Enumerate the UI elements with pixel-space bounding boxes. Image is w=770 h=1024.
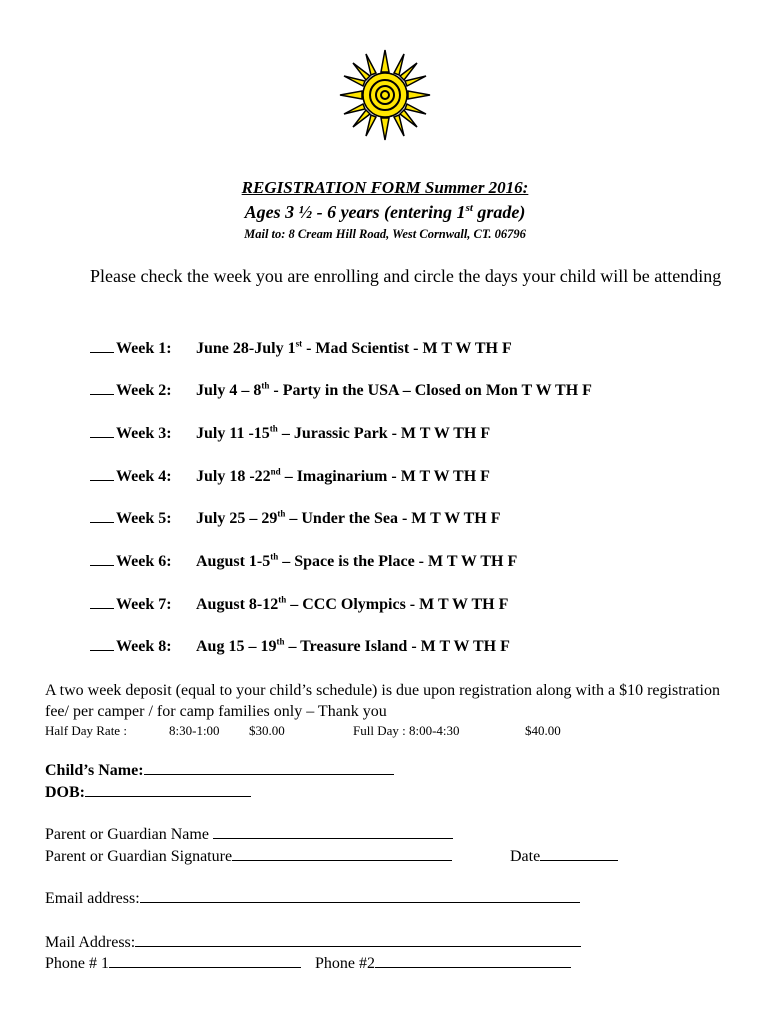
week-checkbox-blank[interactable] xyxy=(90,425,114,438)
week-label: Week 2: xyxy=(116,382,172,399)
week-label: Week 5: xyxy=(116,510,172,527)
mail-to-address: Mail to: 8 Cream Hill Road, West Cornwall, CT. 06796 xyxy=(244,227,526,241)
week-theme-days[interactable]: - Mad Scientist - M T W TH F xyxy=(302,340,512,357)
parent-name-field[interactable]: Parent or Guardian Name xyxy=(45,824,453,844)
phone1-field[interactable]: Phone # 1 xyxy=(45,953,301,973)
week-checkbox-blank[interactable] xyxy=(90,596,114,609)
week-theme-days[interactable]: – Treasure Island - M T W TH F xyxy=(284,638,510,655)
week-dates: July 25 – 29 xyxy=(196,510,278,527)
week-theme-days[interactable]: – Space is the Place - M T W TH F xyxy=(278,553,518,570)
week-date-suffix: th xyxy=(278,594,287,605)
week-label: Week 7: xyxy=(116,596,172,613)
week-row[interactable] xyxy=(90,382,592,400)
week-checkbox-blank[interactable] xyxy=(90,340,114,353)
week-dates: August 8-12 xyxy=(196,596,279,613)
week-theme-days[interactable]: – Under the Sea - M T W TH F xyxy=(285,510,501,527)
week-theme-days[interactable]: – CCC Olympics - M T W TH F xyxy=(286,596,509,613)
week-checkbox-blank[interactable] xyxy=(90,510,114,523)
age-range: Ages 3 ½ - 6 years (entering 1st grade) xyxy=(244,202,526,222)
week-date-suffix: nd xyxy=(270,466,281,477)
week-date-suffix: st xyxy=(295,338,303,349)
week-dates: August 1-5 xyxy=(196,553,271,570)
instructions: Please check the week you are enrolling and circle the days your child will be attending xyxy=(90,266,722,286)
week-label: Week 8: xyxy=(116,638,172,655)
week-dates: Aug 15 – 19 xyxy=(196,638,277,655)
week-row[interactable] xyxy=(90,468,490,486)
week-row[interactable] xyxy=(90,638,510,656)
phone2-field[interactable]: Phone #2 xyxy=(315,953,571,973)
date-field[interactable]: Date xyxy=(510,846,618,866)
week-date-suffix: th xyxy=(269,423,278,434)
half-day-price: $30.00 xyxy=(249,723,285,738)
week-date-suffix: th xyxy=(270,551,279,562)
deposit-note: A two week deposit (equal to your child’s schedule) is due upon registration along with a $10 registration fee/ per camper / for camp families only – Thank you xyxy=(45,682,720,720)
full-day-label: Full Day : 8:00-4:30 xyxy=(353,723,460,738)
week-row[interactable] xyxy=(90,596,508,614)
half-day-label: Half Day Rate : xyxy=(45,723,127,738)
full-day-price: $40.00 xyxy=(525,723,561,738)
week-dates: June 28-July 1 xyxy=(196,340,296,357)
week-checkbox-blank[interactable] xyxy=(90,382,114,395)
week-theme-days[interactable]: – Imaginarium - M T W TH F xyxy=(280,468,490,485)
week-label: Week 6: xyxy=(116,553,172,570)
sun-logo xyxy=(338,48,432,142)
week-checkbox-blank[interactable] xyxy=(90,553,114,566)
child-name-field[interactable]: Child’s Name: xyxy=(45,760,394,780)
week-dates: July 18 -22 xyxy=(196,468,271,485)
week-date-suffix: th xyxy=(277,508,286,519)
form-title: REGISTRATION FORM Summer 2016: xyxy=(241,178,529,197)
rates-line xyxy=(45,723,561,739)
week-row[interactable] xyxy=(90,425,490,443)
week-theme-days[interactable]: – Jurassic Park - M T W TH F xyxy=(277,425,491,442)
week-theme-days[interactable]: - Party in the USA – Closed on Mon T W TH F xyxy=(269,382,592,399)
week-row[interactable] xyxy=(90,340,512,358)
week-date-suffix: th xyxy=(261,380,270,391)
week-row[interactable] xyxy=(90,510,501,528)
mail-address-field[interactable]: Mail Address: xyxy=(45,932,581,952)
week-checkbox-blank[interactable] xyxy=(90,468,114,481)
week-checkbox-blank[interactable] xyxy=(90,638,114,651)
week-label: Week 4: xyxy=(116,468,172,485)
dob-field[interactable]: DOB: xyxy=(45,782,251,802)
week-label: Week 3: xyxy=(116,425,172,442)
week-label: Week 1: xyxy=(116,340,172,357)
parent-signature-field[interactable]: Parent or Guardian Signature xyxy=(45,846,452,866)
week-row[interactable] xyxy=(90,553,517,571)
week-dates: July 4 – 8 xyxy=(196,382,262,399)
email-field[interactable]: Email address: xyxy=(45,888,580,908)
week-dates: July 11 -15 xyxy=(196,425,270,442)
week-date-suffix: th xyxy=(276,636,285,647)
half-day-time: 8:30-1:00 xyxy=(169,723,220,738)
